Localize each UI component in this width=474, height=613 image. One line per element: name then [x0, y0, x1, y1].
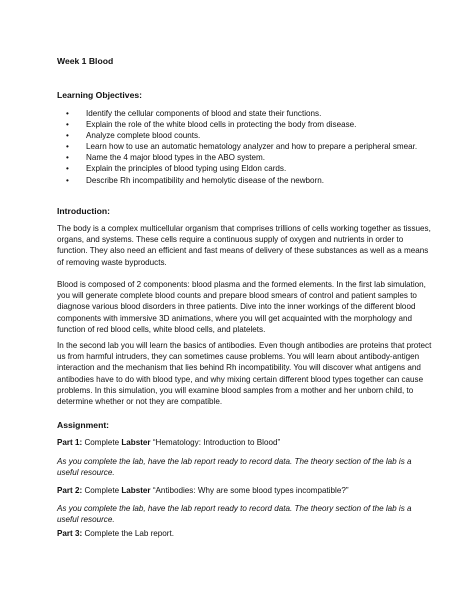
objectives-list — [57, 108, 432, 186]
list-item: • Identify the cellular components of blood and state their functions. — [66, 109, 322, 118]
list-item: • Analyze complete blood counts. — [66, 131, 201, 141]
bullet-icon: • — [66, 142, 69, 152]
bullet-icon: • — [66, 164, 69, 174]
assignment-note-1: As you complete the lab, have the lab report ready to record data. The theory section of the lab is a useful resource. — [57, 457, 412, 478]
bullet-icon: • — [66, 109, 69, 118]
bullet-icon: • — [66, 131, 69, 141]
intro-paragraph: In the second lab you will learn the basics of antibodies. Even though antibodies are proteins that protect us from harmful intruders, they can sometimes cause problems. You will learn about antibody-antigen interaction and the mechanism that lies behind Rh incompatibility. You will discover what antigens and antibodies have to do with blood type, and why mixing certain different blood types together can cause problems. In this simulation, you will examine blood samples from a mother and her unborn child, to determine whether or not they are compatible. — [57, 341, 432, 407]
objectives-heading: Learning Objectives: — [57, 90, 143, 100]
intro-paragraph: The body is a complex multicellular organism that comprises trillions of cells working together as tissues, organs, and systems. These cells require a continuous supply of oxygen and nutrients in order to function. They also need an efficient and fast means of delivery of these substances as well as a means of removing waste byproducts. — [57, 224, 431, 267]
intro-paragraph: Blood is composed of 2 components: blood plasma and the formed elements. In the first lab simulation, you will generate complete blood counts and prepare blood smears of control and patient samples to diagnose various blood disorders in three patients. Dive into the inner workings of the different blood components with immersive 3D animations, where you will get acquainted with the morphology and function of red blood cells, white blood cells, and platelets. — [57, 280, 426, 334]
list-item: • Explain the principles of blood typing using Eldon cards. — [66, 164, 287, 174]
bullet-icon: • — [66, 153, 69, 163]
list-item: • Explain the role of the white blood cells in protecting the body from disease. — [66, 120, 357, 130]
list-item: • Describe Rh incompatibility and hemolytic disease of the newborn. — [66, 175, 324, 185]
bullet-icon: • — [66, 175, 69, 185]
bullet-icon: • — [66, 120, 69, 130]
document-title: Week 1 Blood — [57, 56, 114, 66]
introduction-heading: Introduction: — [57, 206, 110, 216]
assignment-part-2: Part 2: Complete Labster “Antibodies: Why are some blood types incompatible?” — [57, 486, 349, 495]
assignment-part-3: Part 3: Complete the Lab report. — [57, 529, 174, 538]
assignment-note-2: As you complete the lab, have the lab report ready to record data. The theory section of the lab is a useful resource. — [57, 504, 412, 525]
assignment-heading: Assignment: — [57, 420, 110, 430]
list-item: • Name the 4 major blood types in the ABO system. — [66, 153, 266, 163]
list-item: • Learn how to use an automatic hematology analyzer and how to prepare a peripheral smear. — [66, 142, 418, 152]
assignment-part-1: Part 1: Complete Labster “Hematology: Introduction to Blood” — [57, 438, 281, 447]
